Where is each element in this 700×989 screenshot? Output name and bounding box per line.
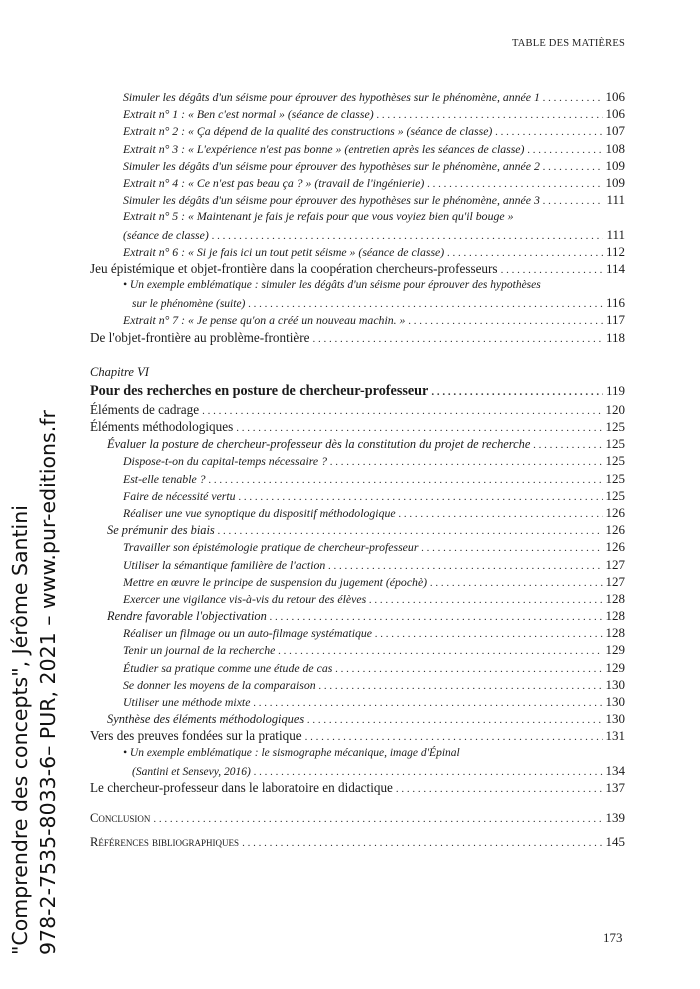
- toc-entry-page: 128: [605, 608, 625, 624]
- leader-dots: [369, 592, 602, 609]
- leader-dots: [328, 558, 602, 575]
- leader-dots: [375, 626, 602, 643]
- bullet-icon: •: [123, 279, 128, 292]
- toc-entry[interactable]: [90, 470, 625, 487]
- toc-entry-title: Extrait n° 7 : « Je pense qu'on a créé un nouveau machin. »: [123, 313, 406, 328]
- toc-entry-page: 126: [605, 539, 625, 555]
- toc-entry-page: 125: [605, 453, 625, 469]
- toc-entry-title: Le chercheur-professeur dans le laboratoire en didactique: [90, 779, 393, 795]
- bullet-icon: •: [123, 746, 128, 759]
- toc-entry-title: Se prémunir des biais: [107, 523, 215, 538]
- toc-entry[interactable]: [90, 641, 625, 658]
- toc-entry-references[interactable]: [90, 830, 625, 854]
- toc-entry[interactable]: [90, 676, 625, 693]
- toc-entry-title-line1: Un exemple emblématique : simuler les dégâts d'un séisme pour éprouver des hypothèses: [129, 279, 541, 292]
- leader-dots: [212, 228, 604, 245]
- toc-entry-page: 127: [605, 556, 625, 572]
- toc-entry-title: Vers des preuves fondées sur la pratique: [90, 728, 302, 744]
- chapter-title-entry[interactable]: [90, 381, 625, 401]
- leader-dots: [307, 712, 602, 729]
- leader-dots: [239, 489, 603, 506]
- leader-dots: [430, 575, 602, 592]
- toc-entry-page: 126: [605, 522, 625, 538]
- leader-dots: [218, 523, 603, 540]
- leader-dots: [153, 807, 602, 831]
- toc-entry-title: Mettre en œuvre le principe de suspension du jugement (épochè): [123, 574, 428, 589]
- toc-entry-page: 120: [605, 401, 625, 417]
- toc-entry[interactable]: [90, 191, 625, 208]
- toc-entry[interactable]: [90, 573, 625, 590]
- toc-entry-title: Conclusion: [90, 811, 151, 826]
- toc-entry-page: 125: [605, 487, 625, 503]
- toc-entry[interactable]: [90, 452, 625, 469]
- toc-entry-page: 119: [605, 382, 625, 398]
- toc-entry-title: Utiliser la sémantique familière de l'action: [123, 557, 326, 572]
- leader-dots: [335, 661, 602, 678]
- leader-dots: [495, 124, 602, 141]
- toc-entry-title: Étudier sa pratique comme une étude de cas: [123, 660, 333, 675]
- toc-entry[interactable]: [90, 418, 625, 435]
- leader-dots: [202, 403, 602, 420]
- section-gap: [90, 346, 625, 364]
- toc-entry-title-line2: (Santini et Sensevy, 2016): [132, 765, 251, 778]
- toc-entry-page: 116: [605, 295, 625, 311]
- toc-entry-page: 125: [605, 419, 625, 434]
- toc-entry[interactable]: [90, 538, 625, 555]
- toc-entry-title: Exercer une vigilance vis-à-vis du retour des élèves: [123, 591, 367, 606]
- toc-entry[interactable]: [90, 435, 625, 452]
- toc-entry-title: Simuler les dégâts d'un séisme pour éprouver des hypothèses sur le phénomène, année 3: [123, 193, 540, 208]
- page-number: 173: [603, 930, 623, 945]
- leader-dots: [431, 382, 603, 402]
- toc-entry-page: 130: [605, 694, 625, 709]
- toc-entry-page: 139: [605, 810, 625, 826]
- toc-entry-title: Travailler son épistémologie pratique de chercheur-professeur: [123, 540, 419, 555]
- toc-entry[interactable]: [90, 329, 625, 346]
- toc-entry-bullet[interactable]: [90, 745, 625, 779]
- toc-entry-page: 137: [605, 779, 625, 795]
- toc-entry-title: Éléments de cadrage: [90, 401, 200, 417]
- toc-entry-title: Simuler les dégâts d'un séisme pour éprouver des hypothèses sur le phénomène, année 2: [123, 158, 540, 173]
- toc-entry-title: Extrait n° 1 : « Ben c'est normal » (séance de classe): [123, 107, 374, 122]
- leader-dots: [396, 781, 603, 798]
- leader-dots: [399, 506, 603, 523]
- toc-entry[interactable]: [90, 122, 625, 139]
- leader-dots: [319, 678, 603, 695]
- toc-entry-page: 111: [606, 226, 625, 242]
- leader-dots: [527, 142, 602, 159]
- table-of-contents: [90, 88, 625, 854]
- toc-entry-title: Évaluer la posture de chercheur-professeur dès la constitution du projet de recherche: [107, 437, 531, 452]
- toc-entry-title-line1: Extrait n° 5 : « Maintenant je fais je refais pour que vous voyiez bien qu'il bouge »: [123, 209, 514, 224]
- toc-entry-title: Éléments méthodologiques: [90, 419, 234, 434]
- toc-entry[interactable]: [90, 659, 625, 676]
- toc-entry-page: 130: [605, 676, 625, 692]
- toc-entry[interactable]: [90, 260, 625, 277]
- toc-entry-title: Extrait n° 3 : « L'expérience n'est pas bonne » (entretien après les séances de classe): [123, 141, 525, 156]
- toc-entry-conclusion[interactable]: [90, 806, 625, 830]
- toc-entry[interactable]: [90, 174, 625, 191]
- leader-dots: [421, 540, 602, 557]
- leader-dots: [543, 159, 603, 176]
- toc-entry-page: 108: [605, 140, 625, 156]
- toc-entry-page: 109: [605, 174, 625, 190]
- leader-dots: [533, 437, 602, 454]
- toc-entry-page: 107: [605, 123, 625, 139]
- toc-entry-page: 117: [605, 312, 625, 328]
- leader-dots: [408, 313, 603, 330]
- toc-entry-page: 127: [605, 573, 625, 589]
- toc-entry-title-line1: Un exemple emblématique : le sismographe mécanique, image d'Épinal: [129, 746, 460, 759]
- toc-entry[interactable]: [90, 88, 625, 105]
- watermark-line-2: 978-2-7535-8033-6– PUR, 2021 – www.pur-editions.fr: [36, 410, 60, 955]
- leader-dots: [253, 695, 602, 712]
- toc-entry-title: Extrait n° 2 : « Ça dépend de la qualité des constructions » (séance de classe): [123, 124, 493, 139]
- toc-entry[interactable]: [90, 779, 625, 796]
- copyright-watermark: [6, 395, 62, 955]
- toc-entry[interactable]: [90, 727, 625, 744]
- chapter-title: Pour des recherches en posture de chercheur-professeur: [90, 382, 429, 399]
- toc-entry[interactable]: [90, 556, 625, 573]
- toc-entry-bullet[interactable]: [90, 277, 625, 311]
- leader-dots: [305, 729, 603, 746]
- toc-entry-page: 106: [605, 89, 625, 104]
- toc-entry-title: Faire de nécessité vertu: [123, 488, 236, 503]
- toc-entry-page: 128: [605, 590, 625, 606]
- toc-entry-page: 125: [605, 470, 625, 486]
- toc-entry[interactable]: [90, 590, 625, 607]
- toc-entry-multiline[interactable]: [90, 208, 625, 242]
- toc-entry-title: Extrait n° 6 : « Si je fais ici un tout petit séisme » (séance de classe): [123, 244, 445, 259]
- toc-entry-page: 128: [605, 625, 625, 641]
- toc-entry-page: 114: [605, 260, 625, 276]
- toc-entry-title: Extrait n° 4 : « Ce n'est pas beau ça ? » (travail de l'ingénierie): [123, 175, 425, 190]
- leader-dots: [377, 107, 603, 124]
- toc-entry[interactable]: [90, 157, 625, 174]
- toc-entry-title: Se donner les moyens de la comparaison: [123, 677, 316, 692]
- leader-dots: [242, 831, 602, 855]
- leader-dots: [427, 176, 602, 193]
- leader-dots: [543, 90, 603, 107]
- toc-entry[interactable]: [90, 311, 625, 328]
- leader-dots: [543, 193, 604, 210]
- toc-entry-title-line2: sur le phénomène (suite): [132, 298, 246, 311]
- toc-entry-title: Références bibliographiques: [90, 835, 240, 850]
- toc-entry-page: 145: [605, 834, 625, 850]
- leader-dots: [236, 420, 602, 437]
- watermark-line-1: "Comprendre des concepts", Jérôme Santini: [8, 505, 32, 955]
- toc-entry-title: Rendre favorable l'objectivation: [107, 609, 267, 624]
- toc-entry[interactable]: [90, 105, 625, 122]
- chapter-label: Chapitre VI: [90, 364, 149, 379]
- toc-entry-title-line2: (séance de classe): [123, 227, 209, 242]
- toc-entry[interactable]: [90, 504, 625, 521]
- toc-entry-page: 109: [605, 157, 625, 173]
- leader-dots: [313, 331, 603, 348]
- toc-entry[interactable]: [90, 607, 625, 624]
- leader-dots: [270, 609, 603, 626]
- toc-entry[interactable]: [90, 140, 625, 157]
- toc-entry-title: Jeu épistémique et objet-frontière dans la coopération chercheurs-professeurs: [90, 260, 498, 276]
- toc-entry[interactable]: [90, 401, 625, 418]
- running-header: TABLE DES MATIÈRES: [511, 38, 625, 49]
- toc-entry-title: De l'objet-frontière au problème-frontière: [90, 329, 310, 345]
- toc-entry-page: 129: [605, 642, 625, 658]
- toc-entry-page: 130: [605, 711, 625, 727]
- toc-entry[interactable]: [90, 243, 625, 260]
- toc-entry-title: Est-elle tenable ?: [123, 471, 206, 486]
- leader-dots: [330, 454, 602, 471]
- toc-entry[interactable]: [90, 693, 625, 710]
- toc-entry-page: 129: [605, 659, 625, 675]
- toc-entry-page: 106: [605, 106, 625, 122]
- toc-entry-title: Synthèse des éléments méthodologiques: [107, 712, 305, 727]
- toc-entry-page: 131: [605, 728, 625, 744]
- toc-entry-page: 134: [605, 762, 625, 778]
- leader-dots: [278, 643, 602, 660]
- toc-entry[interactable]: [90, 624, 625, 641]
- toc-entry-title: Dispose-t-on du capital-temps nécessaire ?: [123, 454, 328, 469]
- toc-entry-title: Réaliser une vue synoptique du dispositif méthodologique: [123, 505, 396, 520]
- toc-entry-page: 126: [605, 504, 625, 520]
- toc-entry-page: 125: [605, 436, 625, 452]
- leader-dots: [209, 472, 603, 489]
- toc-entry-title: Utiliser une méthode mixte: [123, 695, 251, 709]
- toc-entry[interactable]: [90, 710, 625, 727]
- toc-entry-title: Tenir un journal de la recherche: [123, 643, 276, 658]
- leader-dots: [248, 296, 603, 313]
- toc-entry-title: Simuler les dégâts d'un séisme pour éprouver des hypothèses sur le phénomène, année 1: [123, 90, 540, 104]
- toc-entry-page: 112: [605, 243, 625, 259]
- toc-entry[interactable]: [90, 521, 625, 538]
- toc-entry-page: 118: [605, 329, 625, 345]
- toc-entry-page: 111: [606, 192, 625, 208]
- toc-entry[interactable]: [90, 487, 625, 504]
- toc-entry-title: Réaliser un filmage ou un auto-filmage systématique: [123, 626, 373, 641]
